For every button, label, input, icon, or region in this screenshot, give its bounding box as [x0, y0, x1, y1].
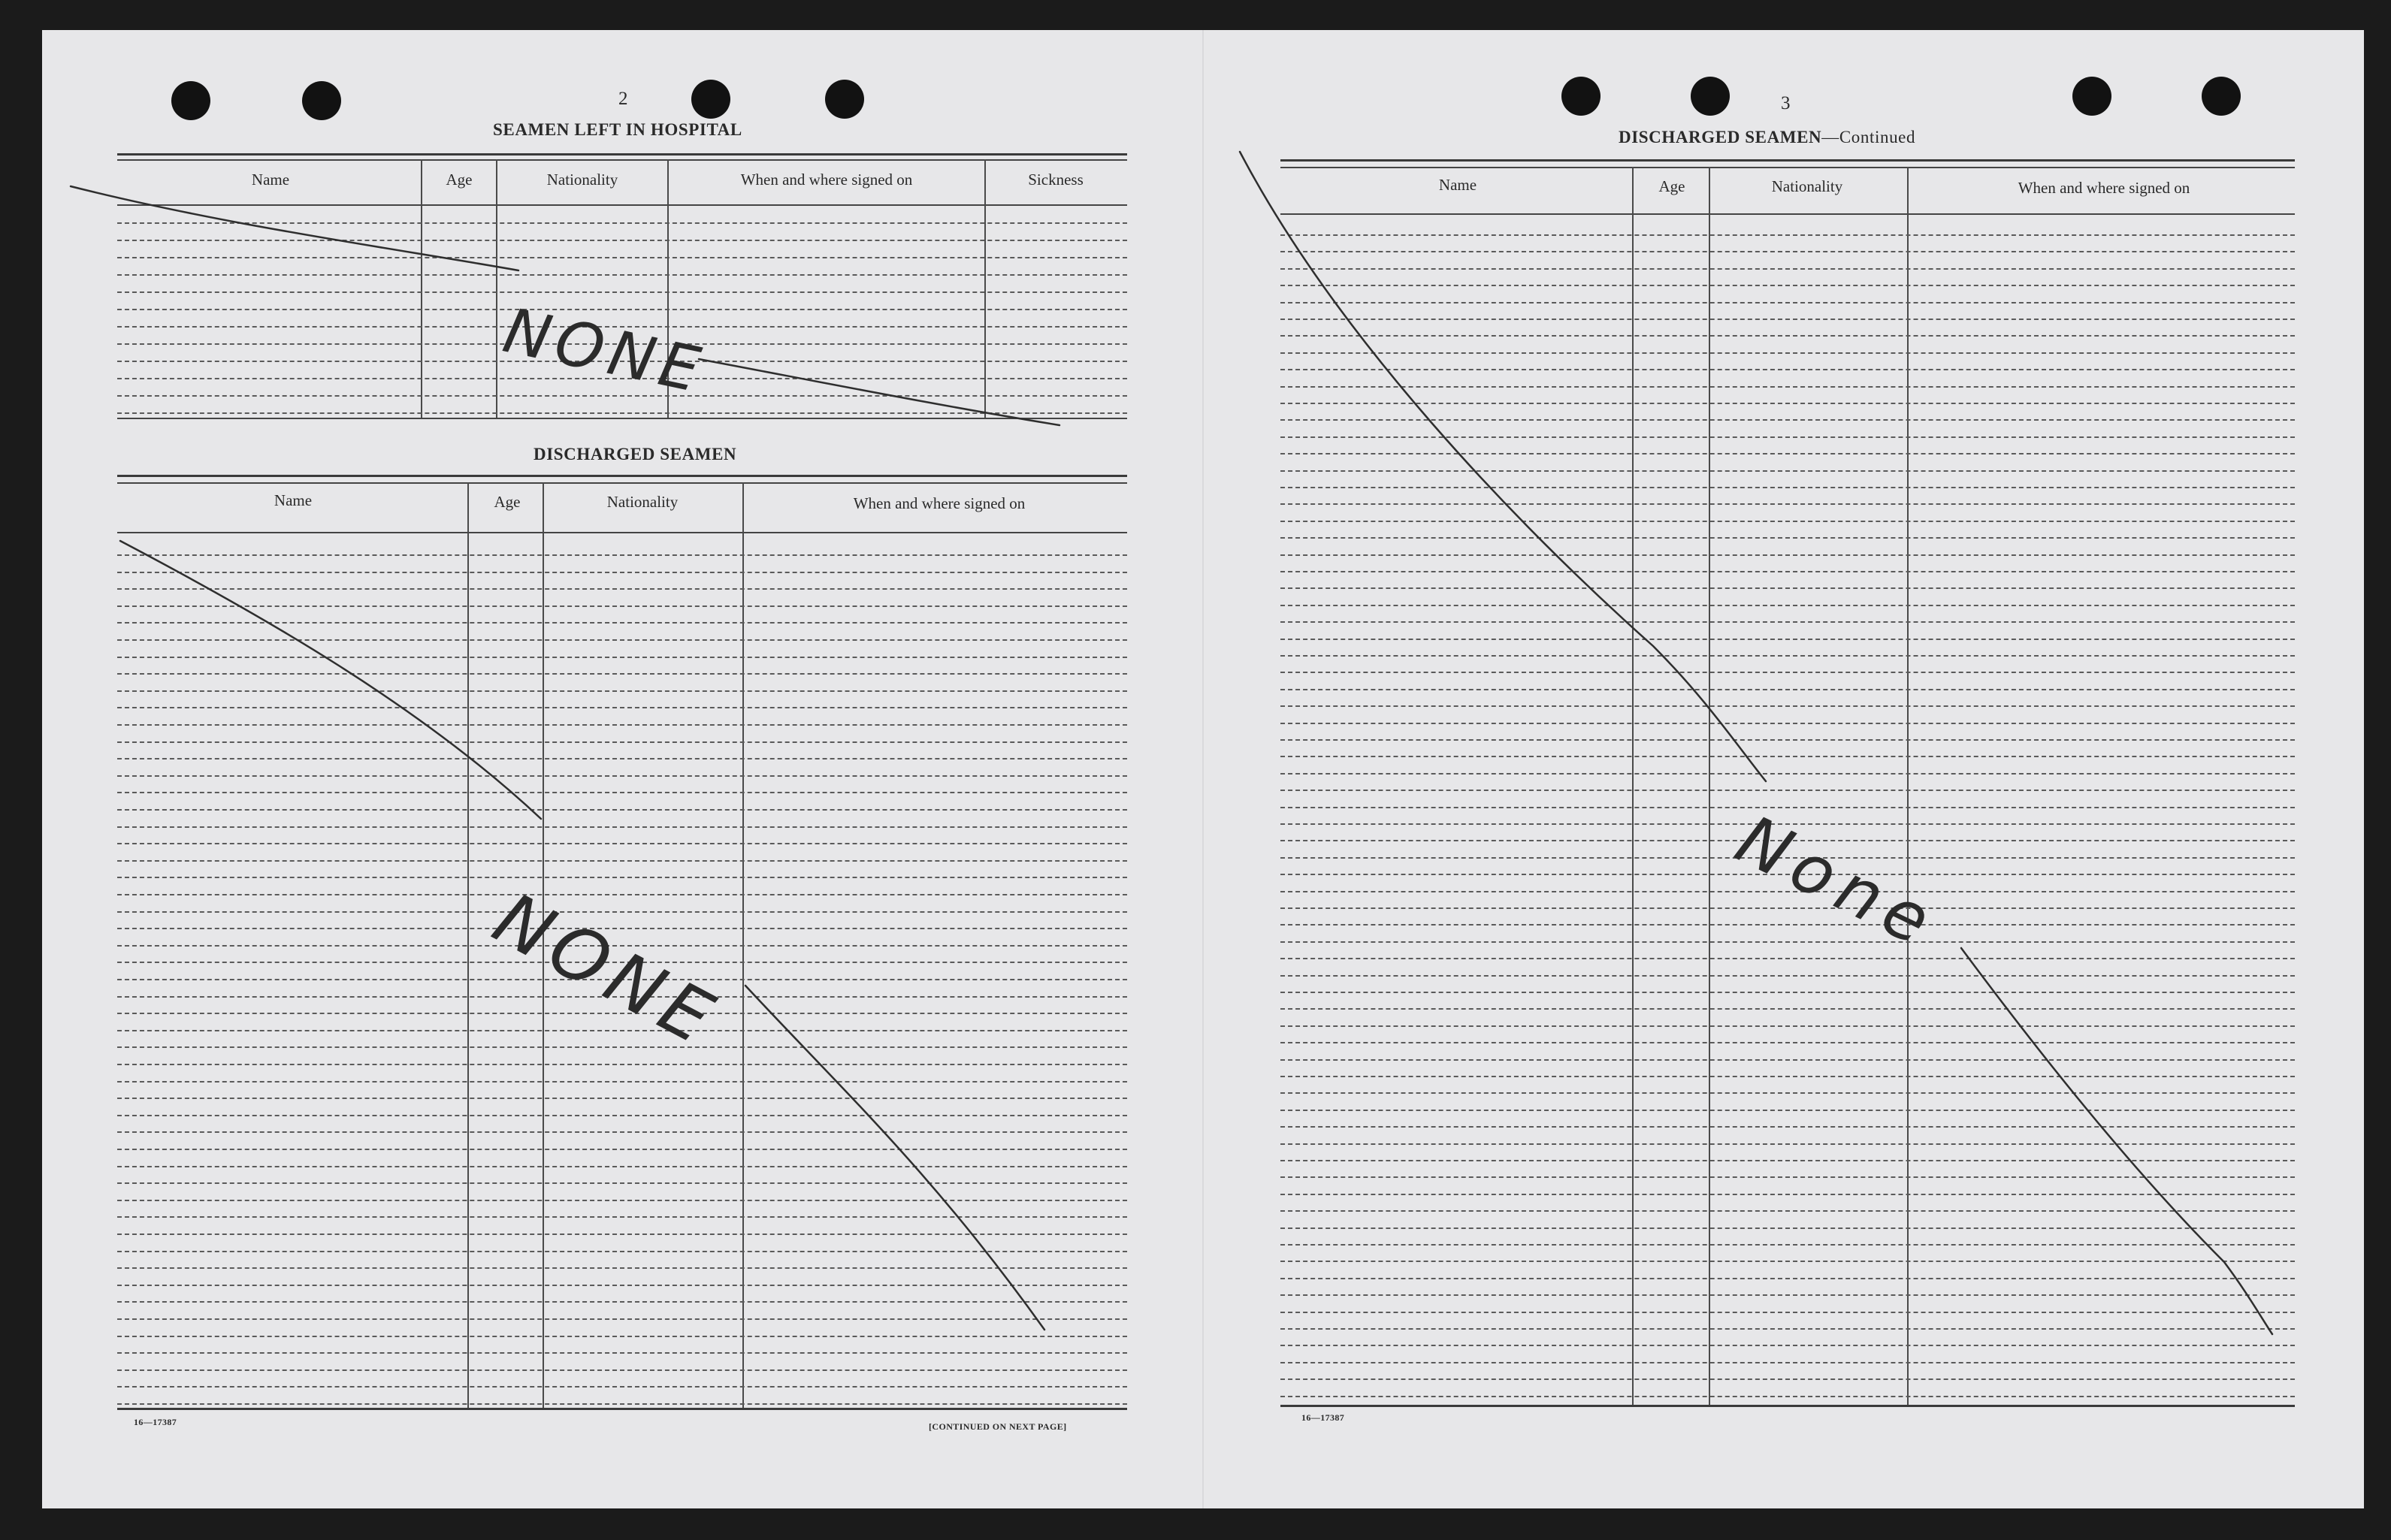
page-number: 3 [1781, 93, 1791, 113]
table-row [1280, 1378, 2295, 1380]
punch-hole [2202, 77, 2241, 116]
punch-hole [825, 80, 864, 119]
title-suffix: —Continued [1821, 128, 1916, 146]
form-number: 16—17387 [134, 1417, 177, 1427]
table-row [117, 1115, 1127, 1116]
table-row [117, 826, 1127, 828]
continued-col-signed-on: When and where signed on [2018, 179, 2190, 197]
handwritten-none-discharged: NONE [480, 876, 733, 1064]
hospital-header-rule [117, 204, 1127, 206]
hospital-section-title: SEAMEN LEFT IN HOSPITAL [493, 120, 742, 139]
table-row [1280, 234, 2295, 236]
table-row [117, 1166, 1127, 1167]
table-row [117, 395, 1127, 397]
table-row [1280, 975, 2295, 977]
table-row [117, 1386, 1127, 1388]
table-row [117, 775, 1127, 777]
table-row [1280, 773, 2295, 775]
table-row [117, 572, 1127, 573]
table-row [117, 1046, 1127, 1048]
continued-col-age: Age [1658, 177, 1685, 195]
table-row [1280, 924, 2295, 926]
table-row [1280, 1328, 2295, 1330]
table-row [1280, 1261, 2295, 1262]
table-row [117, 1182, 1127, 1184]
table-row [117, 724, 1127, 726]
table-row [1280, 807, 2295, 808]
table-row [1280, 352, 2295, 354]
discharged-table-bottom-rule [117, 1408, 1127, 1410]
table-row [1280, 369, 2295, 370]
table-row [117, 1149, 1127, 1150]
punch-hole [1561, 77, 1601, 116]
table-row [1280, 1294, 2295, 1296]
table-row [1280, 1345, 2295, 1346]
table-row [117, 1251, 1127, 1252]
table-row [117, 309, 1127, 310]
table-row [117, 1098, 1127, 1099]
table-row [117, 1030, 1127, 1031]
table-row [1280, 537, 2295, 539]
punch-hole [1691, 77, 1730, 116]
table-row [1280, 621, 2295, 623]
table-row [1280, 689, 2295, 690]
continued-table-top-rule-2 [1280, 167, 2295, 168]
table-row [117, 657, 1127, 658]
table-row [1280, 1194, 2295, 1195]
table-row [1280, 655, 2295, 657]
table-row [1280, 1143, 2295, 1145]
table-row [117, 291, 1127, 293]
continued-table-bottom-rule [1280, 1405, 2295, 1407]
discharged-col-age: Age [494, 493, 521, 511]
hospital-col-nationality: Nationality [546, 171, 618, 189]
punch-hole [2072, 77, 2111, 116]
table-row [1280, 503, 2295, 505]
table-row [1280, 639, 2295, 640]
hospital-col-signed-on: When and where signed on [740, 171, 913, 189]
table-row [117, 928, 1127, 929]
table-row [1280, 958, 2295, 959]
table-row [1280, 487, 2295, 488]
table-row [1280, 436, 2295, 438]
table-row [1280, 571, 2295, 572]
table-row [117, 1403, 1127, 1405]
discharged-col-name: Name [274, 491, 313, 509]
table-row [1280, 1227, 2295, 1229]
table-row [117, 1064, 1127, 1065]
discharged-continued-title [1619, 128, 1915, 147]
table-row [1280, 723, 2295, 724]
table-row [117, 741, 1127, 743]
table-row [1280, 554, 2295, 556]
table-row [1280, 705, 2295, 707]
discharged-col-signed-on: When and where signed on [853, 494, 1026, 512]
table-row [1280, 1176, 2295, 1178]
table-row [117, 1352, 1127, 1354]
discharged-table-top-rule-2 [117, 482, 1127, 484]
hospital-table-top-rule-2 [117, 159, 1127, 161]
table-row [1280, 1059, 2295, 1061]
table-row [117, 1234, 1127, 1235]
table-row [117, 622, 1127, 624]
table-row [117, 240, 1127, 241]
continued-header-rule [1280, 213, 2295, 215]
table-row [1280, 302, 2295, 303]
table-row [117, 605, 1127, 607]
table-row [1280, 521, 2295, 522]
discharged-section-title: DISCHARGED SEAMEN [534, 445, 737, 464]
table-row [117, 843, 1127, 844]
page-number: 2 [618, 89, 628, 109]
table-row [117, 554, 1127, 556]
table-row [1280, 319, 2295, 320]
continued-col-nationality: Nationality [1771, 177, 1843, 195]
discharged-header-rule [117, 532, 1127, 533]
table-row [1280, 672, 2295, 673]
table-row [117, 809, 1127, 811]
table-row [1280, 1362, 2295, 1363]
title-main: DISCHARGED SEAMEN [1619, 128, 1822, 146]
table-row [1280, 453, 2295, 454]
table-row [1280, 1126, 2295, 1128]
table-row [1280, 335, 2295, 337]
table-row [117, 860, 1127, 862]
table-row [1280, 1008, 2295, 1010]
table-row [1280, 1312, 2295, 1313]
table-row [1280, 470, 2295, 472]
table-row [1280, 1210, 2295, 1212]
table-row [1280, 1244, 2295, 1246]
punch-hole [302, 81, 341, 120]
table-row [117, 274, 1127, 276]
handwritten-none-hospital: NONE [497, 295, 712, 408]
table-row [1280, 386, 2295, 388]
hospital-col-age: Age [446, 171, 473, 189]
continued-table-top-rule [1280, 159, 2295, 162]
table-row [1280, 941, 2295, 943]
table-row [117, 1285, 1127, 1286]
table-row [117, 412, 1127, 414]
table-row [1280, 992, 2295, 993]
hospital-table-bottom-rule [117, 418, 1127, 419]
hospital-col-sickness: Sickness [1028, 171, 1084, 189]
table-row [1280, 403, 2295, 404]
table-row [117, 911, 1127, 913]
table-row [117, 1267, 1127, 1269]
table-row [117, 894, 1127, 895]
punch-hole [691, 80, 730, 119]
discharged-col-nationality: Nationality [606, 493, 679, 511]
discharged-table-top-rule [117, 475, 1127, 477]
table-row [117, 1318, 1127, 1320]
table-row [1280, 1396, 2295, 1397]
table-row [1280, 790, 2295, 791]
form-number: 16—17387 [1301, 1412, 1345, 1423]
table-row [117, 792, 1127, 793]
table-row [117, 690, 1127, 692]
table-row [1280, 907, 2295, 909]
table-row [1280, 1076, 2295, 1077]
table-row [1280, 739, 2295, 741]
table-row [117, 758, 1127, 759]
table-row [117, 588, 1127, 590]
table-row [1280, 605, 2295, 606]
table-row [1280, 587, 2295, 589]
table-row [117, 1081, 1127, 1083]
table-row [117, 707, 1127, 708]
table-row [1280, 268, 2295, 270]
table-row [117, 1200, 1127, 1201]
page-fold [1202, 30, 1204, 1508]
hospital-table-top-rule [117, 153, 1127, 156]
table-row [1280, 1278, 2295, 1279]
table-row [117, 1131, 1127, 1133]
table-row [1280, 251, 2295, 252]
continued-col-name: Name [1438, 176, 1477, 194]
hospital-col-name: Name [251, 171, 290, 189]
continued-note: [CONTINUED ON NEXT PAGE] [929, 1421, 1067, 1432]
table-row [1280, 1092, 2295, 1094]
table-row [117, 639, 1127, 641]
table-row [117, 222, 1127, 224]
punch-hole [171, 81, 210, 120]
table-row [117, 1301, 1127, 1303]
table-row [117, 673, 1127, 675]
handwritten-none-continued: None [1724, 800, 1951, 965]
table-row [1280, 1110, 2295, 1111]
table-row [1280, 1025, 2295, 1027]
table-row [1280, 756, 2295, 757]
table-row [1280, 1160, 2295, 1161]
table-row [117, 877, 1127, 878]
table-row [117, 1369, 1127, 1371]
table-row [1280, 419, 2295, 421]
table-row [117, 1336, 1127, 1337]
table-row [1280, 1042, 2295, 1043]
table-row [1280, 285, 2295, 286]
table-row [117, 1216, 1127, 1218]
table-row [117, 257, 1127, 258]
